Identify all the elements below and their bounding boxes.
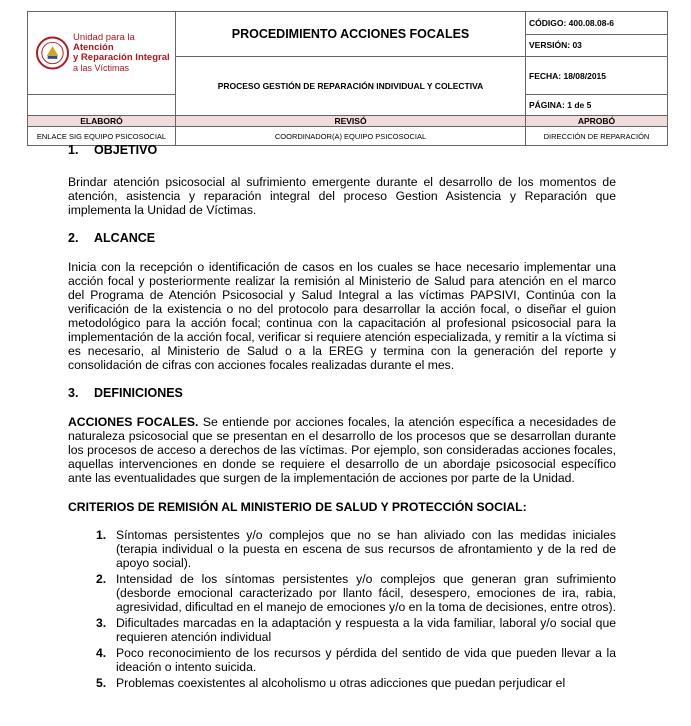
codigo-field: CÓDIGO: 400.08.08-6 xyxy=(526,12,668,35)
reviso-label: REVISÓ xyxy=(176,116,526,127)
criterios-list xyxy=(68,528,616,690)
colombia-seal-icon xyxy=(36,36,69,70)
list-item: 2. Intensidad de los síntomas persistentes y/o complejos que generan gran sufrimiento (desborde emocional caracterizado por llanto fácil, desespero, emociones de ira, rabia, agresividad, dificultad en el manejo de emociones y/o en la toma de decisiones, entre otros). xyxy=(96,572,616,614)
criterios-heading: CRITERIOS DE REMISIÓN AL MINISTERIO DE SALUD Y PROTECCIÓN SOCIAL: xyxy=(68,500,527,514)
section-heading-alcance: 2. ALCANCE xyxy=(68,231,156,245)
elaboro-value: ENLACE SIG EQUIPO PSICOSOCIAL xyxy=(28,127,176,146)
aprobo-label: APROBÓ xyxy=(526,116,668,127)
process-name: PROCESO GESTIÓN DE REPARACIÓN INDIVIDUAL Y COLECTIVA xyxy=(176,57,526,116)
reviso-value: COORDINADOR(A) EQUIPO PSICOSOCIAL xyxy=(176,127,526,146)
fecha-field: FECHA: 18/08/2015 xyxy=(526,57,668,95)
logo-text: Unidad para la Atención y Reparación Integral a las Víctimas xyxy=(73,32,170,73)
alcance-text: Inicia con la recepción o identificación de casos en los cuales se hace necesario implementar una acción focal y posteriormente realizar la remisión al Ministerio de Salud para atención en el marco del Programa de Atención Psicosocial y Salud Integral a las víctimas PAPSIVI, Continúa con la verificación de la existencia o no del protocolo para desarrollar la acción focal, o diseñar el guion metodológico para la acción focal; continua con la capacitación al profesional psicosocial para la implementación de la acción focal, verificar si requiere atención especializada, y remitir a la víctima si es necesario, al Ministerio de Salud o a la EREG y termina con la generación del reporte y consolidación de cifras con acciones focales realizadas durante el mes. xyxy=(68,260,616,372)
list-item: 1. Síntomas persistentes y/o complejos que no se han aliviado con las medidas iniciales (terapia individual o la puesta en escena de sus recursos de afrontamiento y de la red de apoyo social). xyxy=(96,528,616,570)
section-heading-objetivo: 1. OBJETIVO xyxy=(68,143,158,157)
unidad-victimas-logo xyxy=(28,33,175,73)
document-title: PROCEDIMIENTO ACCIONES FOCALES xyxy=(176,12,526,57)
objetivo-text: Brindar atención psicosocial al sufrimiento emergente durante el desarrollo de los momentos de atención, asistencia y reparación integral del proceso Gestion Asistencia y Reparación que implementa la Unidad de Víctimas. xyxy=(68,175,616,217)
elaboro-label: ELABORÓ xyxy=(28,116,176,127)
aprobo-value: DIRECCIÓN DE REPARACIÓN xyxy=(526,127,668,146)
logo-cell xyxy=(28,12,176,95)
section-heading-definiciones: 3. DEFINICIONES xyxy=(68,386,183,400)
version-field: VERSIÓN: 03 xyxy=(526,34,668,57)
pagina-field: PÁGINA: 1 de 5 xyxy=(526,95,668,116)
document-body xyxy=(68,143,616,690)
list-item: 5. Problemas coexistentes al alcoholismo u otras adicciones que puedan perjudicar el xyxy=(96,676,566,690)
list-item: 3. Dificultades marcadas en la adaptación y respuesta a la vida familiar, laboral y/o social que requieren atención individual xyxy=(96,616,616,644)
list-item: 4. Poco reconocimiento de los recursos y pérdida del sentido de vida que pueden llevar a la ideación o intento suicida. xyxy=(96,646,616,674)
definiciones-text: ACCIONES FOCALES. Se entiende por acciones focales, la atención específica a necesidades de naturaleza psicosocial que se presentan en el desarrollo de los procesos que se desarrollan durante los procesos de acceso a derechos de las víctimas. Por ejemplo, son consideradas acciones focales, aquellas intervenciones en donde se requiere el desarrollo de un abordaje psicosocial específico ante las eventualidades que surgen de la implementación de acciones por parte de la Unidad. xyxy=(68,415,616,485)
document-header xyxy=(27,11,668,146)
